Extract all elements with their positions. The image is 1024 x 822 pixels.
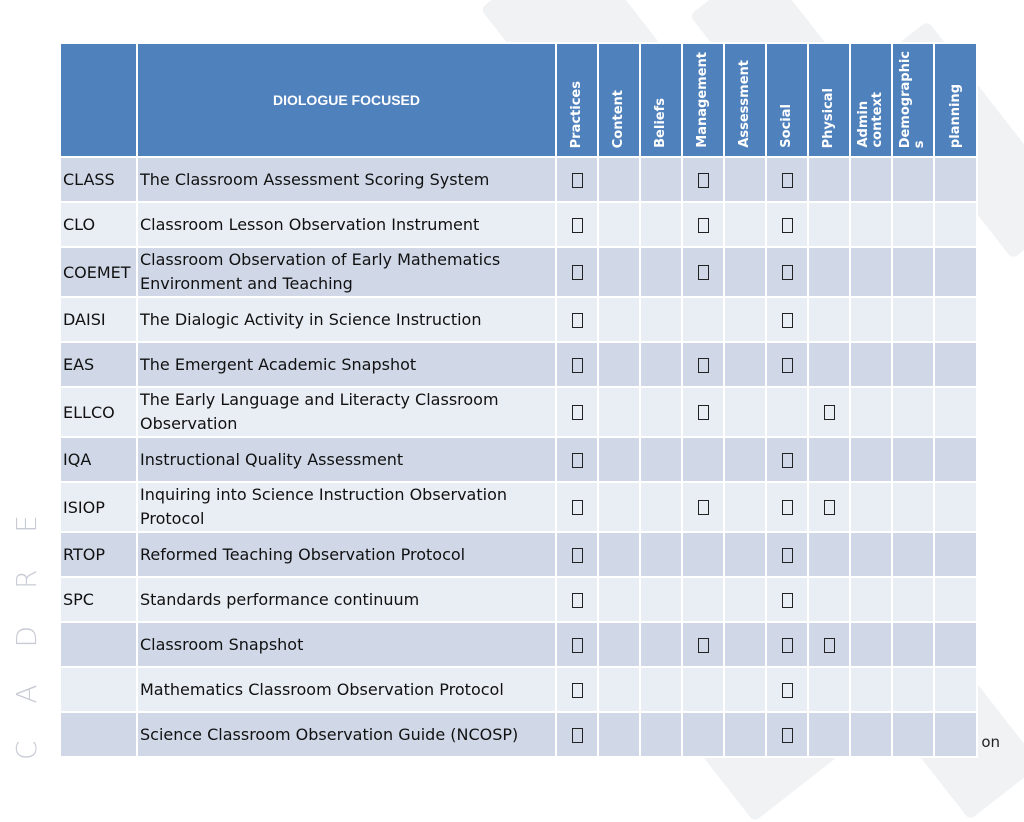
check-cell <box>766 157 808 202</box>
check-cell <box>724 532 766 577</box>
check-mark-icon <box>572 358 583 373</box>
column-header <box>682 43 724 157</box>
table-row <box>60 482 977 532</box>
check-cell <box>850 712 892 757</box>
check-cell <box>892 667 934 712</box>
check-cell <box>556 712 598 757</box>
check-cell <box>766 712 808 757</box>
check-cell <box>556 622 598 667</box>
check-cell <box>808 342 850 387</box>
check-cell <box>724 667 766 712</box>
check-mark-icon <box>782 683 793 698</box>
header-title: DIOLOGUE FOCUSED <box>137 43 556 157</box>
instrument-abbreviation: CLO <box>60 202 137 247</box>
column-header-label: Practices <box>569 80 584 148</box>
check-cell <box>766 577 808 622</box>
check-cell <box>598 482 640 532</box>
check-cell <box>556 667 598 712</box>
instrument-name: Mathematics Classroom Observation Protocol <box>137 667 556 712</box>
instrument-name: Science Classroom Observation Guide (NCOSP) <box>137 712 556 757</box>
check-cell <box>850 202 892 247</box>
column-header-label: Beliefs <box>653 98 668 148</box>
instrument-abbreviation: ELLCO <box>60 387 137 437</box>
column-header-label: Admin context <box>856 92 885 148</box>
instrument-name: The Dialogic Activity in Science Instruction <box>137 297 556 342</box>
check-cell <box>766 342 808 387</box>
check-cell <box>682 342 724 387</box>
check-mark-icon <box>572 500 583 515</box>
table-row <box>60 297 977 342</box>
check-cell <box>724 387 766 437</box>
check-cell <box>724 712 766 757</box>
check-cell <box>640 387 682 437</box>
check-cell <box>934 622 977 667</box>
check-cell <box>640 157 682 202</box>
instrument-name: Classroom Snapshot <box>137 622 556 667</box>
instrument-abbreviation: COEMET <box>60 247 137 297</box>
check-mark-icon <box>572 218 583 233</box>
check-cell <box>724 202 766 247</box>
check-cell <box>934 157 977 202</box>
column-header-label: Physical <box>821 87 836 148</box>
check-cell <box>640 202 682 247</box>
check-cell <box>808 622 850 667</box>
check-cell <box>892 342 934 387</box>
check-cell <box>808 297 850 342</box>
check-cell <box>850 532 892 577</box>
instrument-name: Instructional Quality Assessment <box>137 437 556 482</box>
instrument-name: Classroom Lesson Observation Instrument <box>137 202 556 247</box>
instrument-abbreviation <box>60 667 137 712</box>
check-cell <box>892 202 934 247</box>
check-cell <box>640 622 682 667</box>
check-mark-icon <box>698 405 709 420</box>
check-cell <box>892 532 934 577</box>
check-cell <box>850 667 892 712</box>
check-cell <box>850 297 892 342</box>
table-row <box>60 622 977 667</box>
check-cell <box>934 712 977 757</box>
footer-text: on <box>981 733 1000 751</box>
check-cell <box>850 622 892 667</box>
check-cell <box>682 297 724 342</box>
check-cell <box>808 712 850 757</box>
check-cell <box>766 247 808 297</box>
table-row <box>60 532 977 577</box>
instrument-abbreviation: CLASS <box>60 157 137 202</box>
check-cell <box>640 532 682 577</box>
check-cell <box>640 297 682 342</box>
check-mark-icon <box>782 500 793 515</box>
check-cell <box>682 622 724 667</box>
column-header <box>808 43 850 157</box>
instrument-abbreviation: ISIOP <box>60 482 137 532</box>
check-cell <box>808 157 850 202</box>
table-row <box>60 667 977 712</box>
check-mark-icon <box>572 638 583 653</box>
check-mark-icon <box>572 548 583 563</box>
check-mark-icon <box>782 173 793 188</box>
check-cell <box>598 157 640 202</box>
check-mark-icon <box>782 728 793 743</box>
check-cell <box>598 202 640 247</box>
check-cell <box>934 482 977 532</box>
check-cell <box>850 157 892 202</box>
check-mark-icon <box>824 638 835 653</box>
column-header-label: Content <box>611 89 626 148</box>
check-cell <box>640 342 682 387</box>
check-cell <box>682 577 724 622</box>
check-cell <box>766 532 808 577</box>
table-body <box>60 157 977 757</box>
check-cell <box>808 247 850 297</box>
check-cell <box>556 297 598 342</box>
check-cell <box>556 532 598 577</box>
table-row <box>60 437 977 482</box>
column-header <box>766 43 808 157</box>
check-mark-icon <box>824 500 835 515</box>
check-cell <box>808 577 850 622</box>
check-cell <box>724 157 766 202</box>
check-mark-icon <box>698 500 709 515</box>
instrument-abbreviation: IQA <box>60 437 137 482</box>
check-mark-icon <box>572 453 583 468</box>
check-cell <box>556 157 598 202</box>
column-header <box>850 43 892 157</box>
table-row <box>60 577 977 622</box>
check-mark-icon <box>572 728 583 743</box>
check-cell <box>682 482 724 532</box>
table-row <box>60 202 977 247</box>
check-mark-icon <box>698 638 709 653</box>
check-mark-icon <box>698 218 709 233</box>
table-row <box>60 157 977 202</box>
instrument-abbreviation: EAS <box>60 342 137 387</box>
check-cell <box>640 712 682 757</box>
instrument-name: The Classroom Assessment Scoring System <box>137 157 556 202</box>
column-header <box>640 43 682 157</box>
header-abbr-cell <box>60 43 137 157</box>
column-header-label: Assessment <box>737 60 752 148</box>
check-cell <box>892 622 934 667</box>
check-cell <box>808 202 850 247</box>
check-cell <box>724 482 766 532</box>
table-row <box>60 387 977 437</box>
check-cell <box>598 297 640 342</box>
check-cell <box>850 437 892 482</box>
table-row <box>60 247 977 297</box>
check-mark-icon <box>782 453 793 468</box>
check-cell <box>556 482 598 532</box>
check-cell <box>934 532 977 577</box>
check-mark-icon <box>572 593 583 608</box>
check-cell <box>640 482 682 532</box>
check-cell <box>598 387 640 437</box>
check-mark-icon <box>782 265 793 280</box>
check-cell <box>766 437 808 482</box>
check-cell <box>808 667 850 712</box>
check-cell <box>850 577 892 622</box>
check-cell <box>640 577 682 622</box>
check-mark-icon <box>572 265 583 280</box>
check-cell <box>682 712 724 757</box>
check-cell <box>934 577 977 622</box>
check-cell <box>934 297 977 342</box>
check-cell <box>934 247 977 297</box>
check-mark-icon <box>572 313 583 328</box>
check-cell <box>934 667 977 712</box>
instrument-name: Classroom Observation of Early Mathematics Environment and Teaching <box>137 247 556 297</box>
check-cell <box>598 712 640 757</box>
check-cell <box>724 622 766 667</box>
column-header-label: planning <box>947 83 963 148</box>
check-cell <box>850 387 892 437</box>
column-header-label: Social <box>779 104 794 148</box>
check-mark-icon <box>572 173 583 188</box>
column-header-label: Demographic s <box>898 50 927 148</box>
column-header <box>934 43 977 157</box>
check-cell <box>766 482 808 532</box>
check-cell <box>892 437 934 482</box>
check-mark-icon <box>782 218 793 233</box>
instrument-abbreviation <box>60 712 137 757</box>
check-cell <box>892 577 934 622</box>
check-cell <box>640 437 682 482</box>
check-cell <box>556 577 598 622</box>
check-cell <box>682 437 724 482</box>
check-cell <box>892 247 934 297</box>
table-row <box>60 712 977 757</box>
instrument-name: Reformed Teaching Observation Protocol <box>137 532 556 577</box>
check-mark-icon <box>782 358 793 373</box>
check-cell <box>598 247 640 297</box>
check-cell <box>682 532 724 577</box>
check-cell <box>640 667 682 712</box>
check-cell <box>724 342 766 387</box>
table-row <box>60 342 977 387</box>
side-brand-text: C A D R E <box>10 500 43 760</box>
check-cell <box>556 342 598 387</box>
column-header <box>724 43 766 157</box>
header-row <box>60 43 977 157</box>
column-header-label: Management <box>695 52 710 148</box>
check-cell <box>682 387 724 437</box>
observation-tools-table <box>59 42 978 758</box>
check-cell <box>724 297 766 342</box>
check-cell <box>766 297 808 342</box>
check-cell <box>598 667 640 712</box>
check-cell <box>934 342 977 387</box>
check-cell <box>682 202 724 247</box>
check-cell <box>556 437 598 482</box>
check-cell <box>724 247 766 297</box>
instrument-name: Standards performance continuum <box>137 577 556 622</box>
check-cell <box>598 622 640 667</box>
check-mark-icon <box>698 173 709 188</box>
check-cell <box>808 437 850 482</box>
check-cell <box>682 247 724 297</box>
column-header <box>892 43 934 157</box>
check-cell <box>766 387 808 437</box>
check-cell <box>850 247 892 297</box>
check-cell <box>640 247 682 297</box>
check-cell <box>556 247 598 297</box>
instrument-abbreviation: DAISI <box>60 297 137 342</box>
check-cell <box>682 157 724 202</box>
check-cell <box>892 297 934 342</box>
check-cell <box>934 387 977 437</box>
check-cell <box>598 532 640 577</box>
check-cell <box>682 667 724 712</box>
instrument-name: The Early Language and Literacty Classroom Observation <box>137 387 556 437</box>
instrument-abbreviation: SPC <box>60 577 137 622</box>
check-cell <box>892 157 934 202</box>
check-mark-icon <box>782 548 793 563</box>
check-cell <box>598 342 640 387</box>
check-cell <box>850 342 892 387</box>
check-cell <box>934 202 977 247</box>
instrument-abbreviation: RTOP <box>60 532 137 577</box>
column-header <box>598 43 640 157</box>
check-cell <box>892 387 934 437</box>
check-mark-icon <box>698 358 709 373</box>
check-cell <box>598 577 640 622</box>
check-mark-icon <box>782 593 793 608</box>
check-cell <box>850 482 892 532</box>
check-mark-icon <box>572 405 583 420</box>
check-mark-icon <box>782 313 793 328</box>
check-cell <box>556 387 598 437</box>
check-cell <box>556 202 598 247</box>
check-cell <box>724 577 766 622</box>
check-mark-icon <box>698 265 709 280</box>
check-cell <box>766 667 808 712</box>
check-cell <box>934 437 977 482</box>
check-mark-icon <box>824 405 835 420</box>
check-cell <box>808 482 850 532</box>
check-mark-icon <box>782 638 793 653</box>
check-cell <box>892 712 934 757</box>
check-cell <box>808 387 850 437</box>
instrument-name: Inquiring into Science Instruction Observation Protocol <box>137 482 556 532</box>
check-cell <box>598 437 640 482</box>
instrument-abbreviation <box>60 622 137 667</box>
check-cell <box>724 437 766 482</box>
check-mark-icon <box>572 683 583 698</box>
check-cell <box>808 532 850 577</box>
check-cell <box>766 202 808 247</box>
column-header <box>556 43 598 157</box>
check-cell <box>892 482 934 532</box>
check-cell <box>766 622 808 667</box>
instrument-name: The Emergent Academic Snapshot <box>137 342 556 387</box>
